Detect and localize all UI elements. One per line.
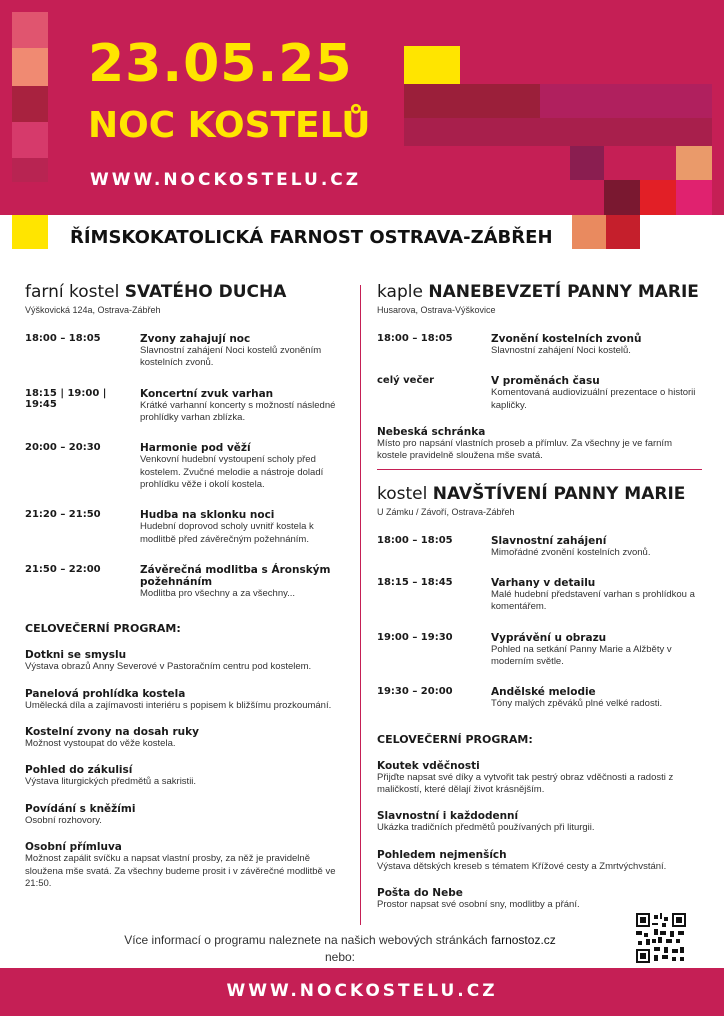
program-item: Pošta do Nebe Prostor napsat své osobní sny, modlitby a přání.	[377, 887, 580, 911]
program-heading-right: CELOVEČERNÍ PROGRAM:	[377, 732, 533, 746]
column-divider	[360, 285, 361, 925]
program-item: Povídání s kněžími Osobní rozhovory.	[25, 802, 136, 826]
program-item: Kostelní zvony na dosah ruky Možnost vystoupat do věže kostela.	[25, 726, 199, 750]
program-item: Pohledem nejmenších Výstava dětských kreseb s tématem Křížové cesty a Zmrtvýchvstání.	[377, 848, 667, 872]
chapel-title: kaple NANEBEVZETÍ PANNY MARIE	[377, 282, 699, 302]
right-column	[377, 282, 702, 912]
event-date: 23.05.25	[88, 34, 353, 94]
church-address-right: U Zámku / Závoří, Ostrava-Zábřeh	[377, 506, 515, 517]
program-item: Pohled do zákulisí Výstava liturgických předmětů a sakristii.	[25, 764, 197, 788]
left-column	[25, 282, 345, 890]
orange-square	[572, 215, 606, 249]
program-item: Slavnostní i každodenní Ukázka tradičních předmětů používaných při liturgii.	[377, 810, 595, 834]
website-link[interactable]: farnostoz.cz	[491, 933, 556, 947]
red-square	[606, 215, 640, 249]
program-item: Dotkni se smyslu Výstava obrazů Anny Severové v Pastoračním centru pod kostelem.	[25, 649, 312, 673]
church-title-left: farní kostel SVATÉHO DUCHA	[25, 282, 287, 302]
event-item: celý večer V proměnách času Komentovaná audiovizuální prezentace o historii kapličky.	[377, 375, 696, 411]
event-item: 21:20 – 21:50 Hudba na sklonku noci Hudební doprovod scholy uvnitř kostela k modlitbě před závěrečným požehnáním.	[25, 509, 314, 545]
program-heading-left: CELOVEČERNÍ PROGRAM:	[25, 622, 181, 636]
yellow-square	[12, 215, 48, 249]
event-item: 18:00 – 18:05 Zvony zahajují noc Slavnostní zahájení Noci kostelů zvoněním kostelních zvonů.	[25, 333, 322, 369]
church-title-right: kostel NAVŠTÍVENÍ PANNY MARIE	[377, 483, 686, 504]
chapel-address: Husarova, Ostrava-Výškovice	[377, 305, 496, 315]
parish-name: ŘÍMSKOKATOLICKÁ FARNOST OSTRAVA-ZÁBŘEH	[70, 227, 553, 248]
program-item: Panelová prohlídka kostela Umělecká díla a zajímavosti interiéru s popisem k bližšímu prozkoumání.	[25, 687, 332, 711]
event-item: 20:00 – 20:30 Harmonie pod věží Venkovní hudební vystoupení scholy před kostelem. Zvučné melodie a nástroje doladí prohlídku věže i okolí kostela.	[25, 442, 324, 491]
event-item: 18:00 – 18:05 Slavnostní zahájení Mimořádné zvonění kostelních zvonů.	[377, 534, 651, 558]
qr-code-icon[interactable]	[636, 913, 686, 963]
church-address-left: Výškovická 124a, Ostrava-Zábřeh	[25, 305, 161, 315]
header-banner	[0, 0, 724, 215]
event-title: NOC KOSTELŮ	[88, 105, 371, 146]
header-url: WWW.NOCKOSTELU.CZ	[90, 170, 362, 190]
program-item: Osobní přímluva Možnost zapálit svíčku a napsat vlastní prosby, za něž je pravidelně sloužena mše svatá. Za všechny budeme prosit i v závěrečné modlitbě ve 21:50.	[25, 841, 336, 889]
event-item: 19:30 – 20:00 Andělské melodie Tóny malých zpěváků plné velké radosti.	[377, 686, 663, 710]
program-item: Koutek vděčnosti Přijďte napsat své díky a vytvořit tak pestrý obraz vděčnosti a radosti z maličkostí, které dělají život krásnějším.	[377, 759, 674, 796]
prayer-box-note: Nebeská schránka Místo pro napsání vlastních proseb a přímluv. Za všechny je ve farním kostele pravidelně sloužena mše svatá.	[377, 426, 702, 470]
event-item: 21:50 – 22:00 Závěrečná modlitba s Áronským požehnáním Modlitba pro všechny a za všechny...	[25, 564, 331, 600]
more-info-text: Více informací o programu naleznete na našich webových stránkách farnostoz.cz nebo:	[124, 933, 556, 964]
event-item: 18:15 – 18:45 Varhany v detailu Malé hudební představení varhan s prohlídkou a komentářem.	[377, 577, 695, 613]
footer-url[interactable]: WWW.NOCKOSTELU.CZ	[226, 981, 498, 1001]
event-item: 18:00 – 18:05 Zvonění kostelních zvonů Slavnostní zahájení Noci kostelů.	[377, 333, 642, 356]
event-item: 19:00 – 19:30 Vyprávění u obrazu Pohled na setkání Panny Marie a Alžběty v moderním světle.	[377, 631, 672, 668]
event-item: 18:15 | 19:00 | 19:45 Koncertní zvuk varhan Krátké varhanní koncerty s možností následné prohlídky varhan zblízka.	[25, 387, 336, 424]
